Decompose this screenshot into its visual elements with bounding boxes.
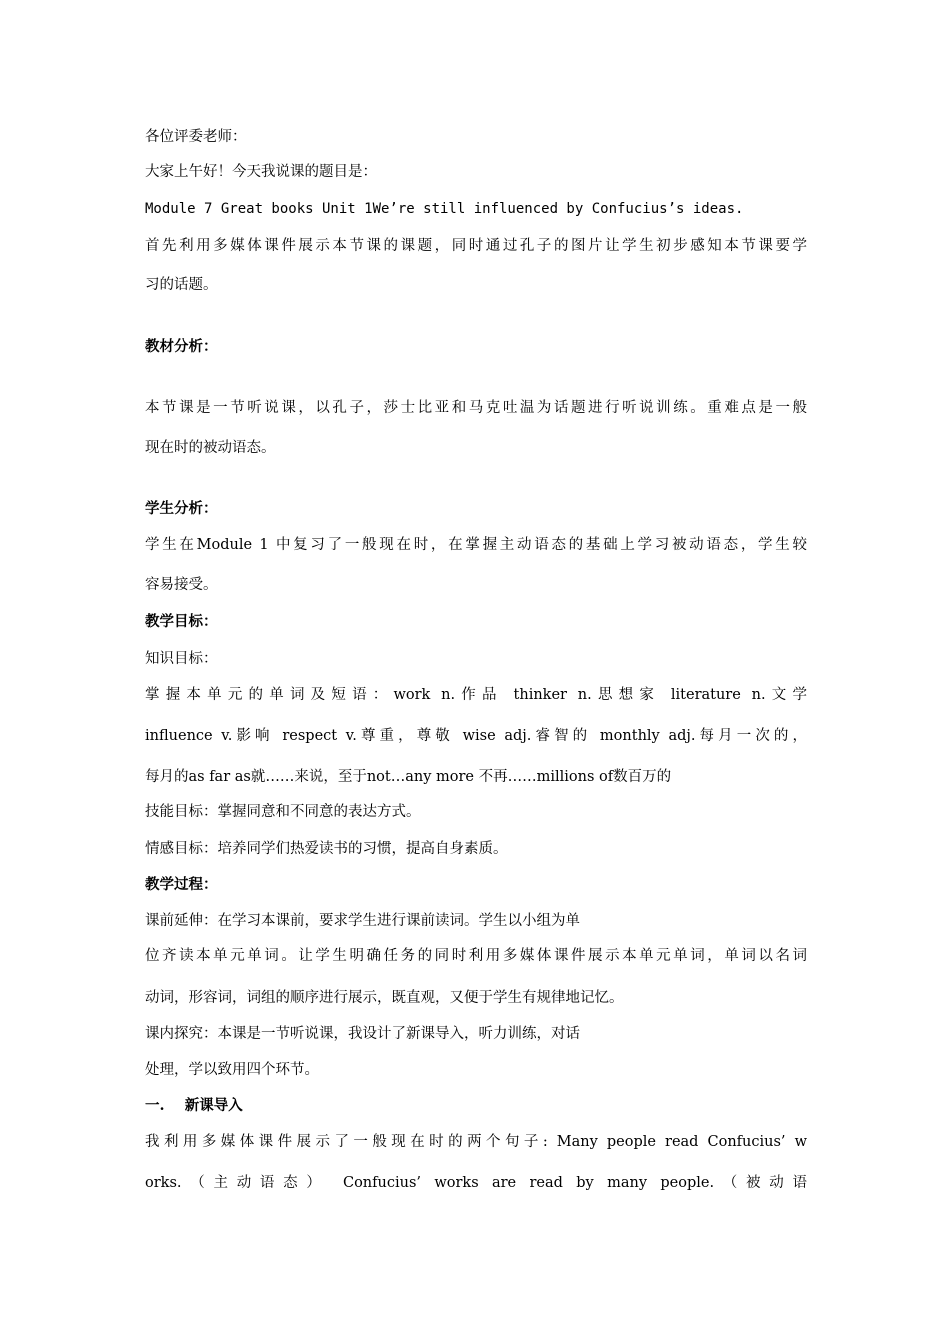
material-line-1: 本节课是一节听说课，以孔子，莎士比亚和马克吐温为话题进行听说训练。重难点是一般 [145, 400, 807, 416]
students-line-2: 容易接受。 [145, 577, 218, 593]
step-one-line-2: orks.（主动语态） Confucius’ works are read by many people.（被动语 [145, 1175, 807, 1191]
opening-line: 大家上午好！今天我说课的题目是： [145, 164, 377, 180]
step-one-line-1: 我利用多媒体课件展示了一般现在时的两个句子: Many people read Confucius’ w [145, 1134, 807, 1150]
section-heading-students: 学生分析： [145, 500, 218, 517]
vocab-line-3: 每月的as far as就……来说，至于not…any more 不再……millions of数百万的 [145, 769, 672, 785]
material-line-2: 现在时的被动语态。 [145, 440, 276, 456]
skill-goal: 技能目标：掌握同意和不同意的表达方式。 [145, 804, 421, 820]
vocab-line-2: influence v.影响 respect v.尊重，尊敬 wise adj.睿智的 monthly adj.每月一次的， [145, 728, 807, 744]
emotion-goal: 情感目标：培养同学们热爱读书的习惯，提高自身素质。 [145, 841, 508, 857]
vocab-line-1: 掌握本单元的单词及短语：work n.作品 thinker n.思想家 literature n.文学 [145, 687, 807, 703]
students-line-1: 学生在Module 1 中复习了一般现在时，在掌握主动语态的基础上学习被动语态，学生较 [145, 537, 807, 553]
in-class-line-2: 处理，学以致用四个环节。 [145, 1062, 319, 1078]
in-class-line-1: 课内探究：本课是一节听说课，我设计了新课导入，听力训练，对话 [145, 1026, 580, 1042]
pre-class-line-1: 课前延伸：在学习本课前，要求学生进行课前读词。学生以小组为单 [145, 913, 580, 929]
knowledge-goal-label: 知识目标： [145, 651, 218, 667]
pre-class-line-3: 动词，形容词，词组的顺序进行展示，既直观，又便于学生有规律地记忆。 [145, 990, 624, 1006]
section-heading-material: 教材分析： [145, 338, 218, 355]
step-one-heading: 一. 新课导入 [145, 1097, 243, 1114]
intro-line-2: 习的话题。 [145, 277, 218, 293]
lesson-title: Module 7 Great books Unit 1We’re still influenced by Confucius’s ideas. [145, 201, 744, 217]
intro-line-1: 首先利用多媒体课件展示本节课的课题，同时通过孔子的图片让学生初步感知本节课要学 [145, 238, 807, 254]
pre-class-line-2: 位齐读本单元单词。让学生明确任务的同时利用多媒体课件展示本单元单词，单词以名词 [145, 948, 807, 964]
section-heading-process: 教学过程： [145, 876, 218, 893]
section-heading-goals: 教学目标： [145, 613, 218, 630]
greeting: 各位评委老师： [145, 129, 247, 145]
